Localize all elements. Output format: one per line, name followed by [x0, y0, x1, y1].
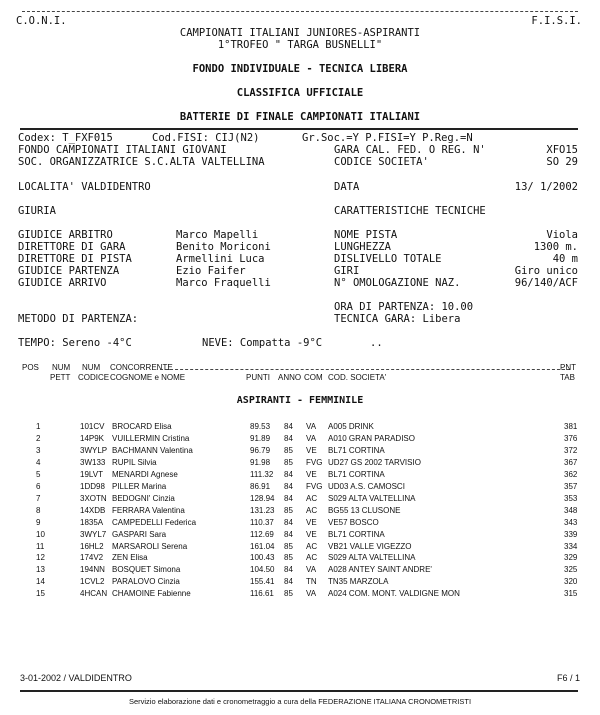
col-punti: PUNTI: [246, 373, 270, 382]
result-name: MENARDI Agnese: [112, 469, 178, 479]
result-com: VA: [306, 422, 317, 431]
header-rule: [20, 128, 578, 130]
result-name: BACHMANN Valentina: [112, 445, 193, 455]
top-rule: [22, 11, 578, 12]
result-societa: BL71 CORTINA: [328, 445, 385, 455]
result-societa: VB21 VALLE VIGEZZO: [328, 541, 412, 551]
footer-service: Servizio elaborazione dati e cronometraggio a cura della FEDERAZIONE ITALIANA CRONOMETRISTI: [128, 697, 472, 706]
footer-rule: [20, 690, 578, 692]
result-code: 4HCAN: [80, 589, 108, 599]
result-pos: 7: [36, 493, 41, 503]
result-societa: BL71 CORTINA: [328, 469, 385, 479]
jury-name: Benito Moriconi: [176, 241, 271, 253]
result-com: VA: [306, 589, 317, 599]
result-punti: 91.98: [250, 457, 271, 467]
result-pos: 13: [36, 565, 45, 575]
result-pnt: 381: [564, 422, 578, 431]
result-name: VUILLERMIN Cristina: [112, 433, 190, 443]
event-title: CAMPIONATI ITALIANI JUNIORES-ASPIRANTI: [179, 27, 421, 39]
result-name: FERRARA Valentina: [112, 505, 185, 515]
result-punti: 112.69: [250, 529, 274, 539]
tech-value: 1300 m.: [533, 241, 578, 253]
result-pnt: 320: [564, 577, 578, 587]
result-pnt: 367: [564, 457, 578, 467]
jury-role: DIRETTORE DI GARA: [18, 241, 126, 253]
jury-name: Marco Fraquelli: [176, 277, 271, 289]
tech-value: Viola: [546, 229, 578, 241]
result-pos: 11: [36, 541, 45, 551]
localita: LOCALITA' VALDIDENTRO: [18, 181, 151, 193]
result-punti: 104.50: [250, 565, 275, 575]
result-pos: 2: [36, 433, 41, 443]
table-row: [0, 530, 600, 542]
result-societa: A024 COM. MONT. VALDIGNE MON: [328, 589, 460, 599]
giuria-title: GIURIA: [18, 205, 56, 217]
result-pnt: 334: [564, 541, 578, 551]
data-label: DATA: [334, 181, 360, 193]
result-societa: BG55 13 CLUSONE: [328, 505, 401, 515]
tech-value: Giro unico: [514, 265, 578, 277]
result-pnt: 376: [564, 433, 578, 443]
result-pos: 10: [36, 529, 45, 539]
result-punti: 131.23: [250, 505, 275, 515]
col-num-codice-2: CODICE: [78, 373, 110, 382]
technique: TECNICA GARA: Libera: [334, 313, 461, 325]
result-pos: 1: [36, 422, 41, 431]
result-societa: A005 DRINK: [328, 422, 374, 431]
start-time: ORA DI PARTENZA: 10.00: [334, 301, 474, 313]
jury-role: GIUDICE ARRIVO: [18, 277, 107, 289]
col-num-pett-2: PETT: [50, 373, 71, 382]
result-societa: S029 ALTA VALTELLINA: [328, 493, 416, 503]
table-row: [0, 506, 600, 518]
table-row: [0, 518, 600, 530]
result-pos: 14: [36, 577, 45, 587]
result-code: 194NN: [80, 565, 105, 575]
result-com: VE: [306, 517, 317, 527]
result-pnt: 343: [564, 517, 578, 527]
result-com: AC: [306, 493, 318, 503]
col-societa: COD. SOCIETA': [328, 373, 387, 382]
result-societa: A028 ANTEY SAINT ANDRE': [328, 565, 432, 575]
weather-dots: ..: [370, 337, 383, 349]
cod-fisi: Cod.FISI: CIJ(N2): [152, 132, 260, 144]
result-societa: UD27 GS 2002 TARVISIO: [328, 457, 421, 467]
tech-value: 96/140/ACF: [514, 277, 578, 289]
result-punti: 155.41: [250, 577, 275, 587]
col-concorrente: CONCORRENTE: [110, 363, 173, 372]
result-code: 3WYLP: [80, 445, 108, 455]
table-row: [0, 494, 600, 506]
result-code: 174V2: [80, 553, 104, 563]
result-pos: 3: [36, 445, 41, 455]
result-anno: 85: [284, 553, 293, 563]
result-punti: 111.32: [250, 469, 274, 479]
result-com: AC: [306, 553, 318, 563]
result-pnt: 372: [564, 445, 578, 455]
result-com: TN: [306, 577, 317, 587]
tech-label: LUNGHEZZA: [334, 241, 391, 253]
result-pos: 12: [36, 553, 45, 563]
tech-label: NOME PISTA: [334, 229, 398, 241]
result-anno: 84: [284, 517, 293, 527]
result-name: BOSQUET Simona: [112, 565, 181, 575]
result-name: ZEN Elisa: [112, 553, 148, 563]
result-punti: 116.61: [250, 589, 274, 599]
result-societa: A010 GRAN PARADISO: [328, 433, 415, 443]
col-num-pett-1: NUM: [52, 363, 71, 372]
table-row: [0, 553, 600, 565]
result-anno: 84: [284, 565, 293, 575]
result-name: CHAMOINE Fabienne: [112, 589, 191, 599]
metodo-partenza: METODO DI PARTENZA:: [18, 313, 139, 325]
result-punti: 110.37: [250, 517, 274, 527]
result-punti: 86.91: [250, 481, 271, 491]
result-pos: 4: [36, 457, 41, 467]
result-anno: 84: [284, 577, 293, 587]
result-punti: 100.43: [250, 553, 275, 563]
table-row: [0, 470, 600, 482]
result-societa: UD03 A.S. CAMOSCI: [328, 481, 405, 491]
result-pos: 6: [36, 481, 41, 491]
result-code: 101CV: [80, 422, 105, 431]
result-com: VE: [306, 529, 317, 539]
category-title: ASPIRANTI - FEMMINILE: [236, 395, 364, 406]
result-name: PILLER Marina: [112, 481, 167, 491]
jury-role: GIUDICE ARBITRO: [18, 229, 113, 241]
result-anno: 85: [284, 505, 293, 515]
result-punti: 96.79: [250, 445, 271, 455]
result-com: VA: [306, 565, 317, 575]
table-row: [0, 542, 600, 554]
tech-value: 40 m: [552, 253, 578, 265]
result-punti: 89.53: [250, 422, 271, 431]
result-pos: 5: [36, 469, 41, 479]
result-code: 1CVL2: [80, 577, 105, 587]
result-name: BEDOGNI' Cinzia: [112, 493, 175, 503]
tech-label: GIRI: [334, 265, 360, 277]
result-name: PARALOVO Cinzia: [112, 577, 180, 587]
gara-cal-label: GARA CAL. FED. O REG. N': [334, 144, 486, 156]
classification-title: CLASSIFICA UFFICIALE: [236, 87, 364, 99]
col-pos: POS: [22, 363, 39, 372]
table-row: [0, 565, 600, 577]
jury-name: Ezio Faifer: [176, 265, 246, 277]
codex: Codex: T_FXF015: [18, 132, 113, 144]
batteries-title: BATTERIE DI FINALE CAMPIONATI ITALIANI: [179, 111, 421, 123]
table-row: [0, 577, 600, 589]
result-anno: 85: [284, 541, 293, 551]
col-com: COM: [304, 373, 323, 382]
result-code: 1DD98: [80, 481, 105, 491]
weather-neve: NEVE: Compatta -9°C: [202, 337, 323, 349]
col-anno: ANNO: [278, 373, 302, 382]
table-row: [0, 446, 600, 458]
result-punti: 161.04: [250, 541, 275, 551]
result-name: GASPARI Sara: [112, 529, 167, 539]
result-name: CAMPEDELLI Federica: [112, 517, 197, 527]
flags: Gr.Soc.=Y P.FISI=Y P.Reg.=N: [302, 132, 473, 144]
result-punti: 91.89: [250, 433, 271, 443]
jury-role: GIUDICE PARTENZA: [18, 265, 120, 277]
codice-societa-value: SO 29: [546, 156, 578, 168]
result-code: 14XDB: [80, 505, 106, 515]
result-pnt: 348: [564, 505, 578, 515]
result-pos: 9: [36, 517, 41, 527]
result-anno: 85: [284, 589, 293, 599]
result-pnt: 315: [564, 589, 578, 599]
result-code: 3WYL7: [80, 529, 107, 539]
data-value: 13/ 1/2002: [514, 181, 578, 193]
result-anno: 85: [284, 445, 293, 455]
result-societa: S029 ALTA VALTELLINA: [328, 553, 416, 563]
result-pnt: 329: [564, 553, 578, 563]
col-num-codice-1: NUM: [82, 363, 101, 372]
jury-role: DIRETTORE DI PISTA: [18, 253, 132, 265]
column-rule: [160, 369, 570, 370]
result-name: BROCARD Elisa: [112, 422, 172, 431]
result-com: FVG: [306, 457, 323, 467]
result-anno: 84: [284, 422, 293, 431]
table-row: [0, 458, 600, 470]
result-punti: 128.94: [250, 493, 275, 503]
result-code: 19LVT: [80, 469, 103, 479]
race-title: FONDO INDIVIDUALE - TECNICA LIBERA: [192, 63, 408, 75]
coni-label: C.O.N.I.: [16, 15, 67, 27]
result-code: 3W133: [80, 457, 106, 467]
result-pos: 8: [36, 505, 41, 515]
result-societa: VE57 BOSCO: [328, 517, 379, 527]
table-row: [0, 422, 600, 434]
footer-date-place: 3-01-2002 / VALDIDENTRO: [20, 673, 132, 683]
result-pnt: 325: [564, 565, 578, 575]
result-code: 16HL2: [80, 541, 104, 551]
weather-tempo: TEMPO: Sereno -4°C: [18, 337, 132, 349]
result-com: VE: [306, 469, 317, 479]
col-pnt: PNT: [560, 363, 576, 372]
codice-societa-label: CODICE SOCIETA': [334, 156, 429, 168]
col-tab: TAB: [560, 373, 575, 382]
result-pos: 15: [36, 589, 45, 599]
result-com: AC: [306, 541, 318, 551]
table-row: [0, 434, 600, 446]
jury-name: Armellini Luca: [176, 253, 265, 265]
fondo: FONDO CAMPIONATI ITALIANI GIOVANI: [18, 144, 227, 156]
result-code: 3XOTN: [80, 493, 107, 503]
table-row: [0, 482, 600, 494]
result-anno: 84: [284, 433, 293, 443]
fisi-label: F.I.S.I.: [531, 15, 582, 27]
result-pnt: 362: [564, 469, 578, 479]
result-com: VA: [306, 433, 317, 443]
tech-label: DISLIVELLO TOTALE: [334, 253, 442, 265]
result-anno: 84: [284, 469, 293, 479]
result-pnt: 339: [564, 529, 578, 539]
tech-label: N° OMOLOGAZIONE NAZ.: [334, 277, 461, 289]
result-com: FVG: [306, 481, 323, 491]
col-cognome-nome: COGNOME e NOME: [110, 373, 186, 382]
result-societa: TN35 MARZOLA: [328, 577, 389, 587]
result-com: AC: [306, 505, 318, 515]
footer-page: F6 / 1: [556, 673, 580, 683]
result-code: 1835A: [80, 517, 104, 527]
jury-name: Marco Mapelli: [176, 229, 259, 241]
result-pnt: 357: [564, 481, 578, 491]
result-pnt: 353: [564, 493, 578, 503]
soc-organizzatrice: SOC. ORGANIZZATRICE S.C.ALTA VALTELLINA: [18, 156, 265, 168]
result-anno: 85: [284, 457, 293, 467]
result-societa: BL71 CORTINA: [328, 529, 385, 539]
result-anno: 84: [284, 481, 293, 491]
result-anno: 84: [284, 493, 293, 503]
event-trophy: 1°TROFEO " TARGA BUSNELLI": [217, 39, 383, 51]
result-name: RUPIL Silvia: [112, 457, 157, 467]
result-code: 14P9K: [80, 433, 105, 443]
gara-cal-value: XFO15: [546, 144, 578, 156]
table-row: [0, 589, 600, 601]
result-com: VE: [306, 445, 317, 455]
result-anno: 84: [284, 529, 293, 539]
result-name: MARSAROLI Serena: [112, 541, 188, 551]
tech-title: CARATTERISTICHE TECNICHE: [334, 205, 486, 217]
